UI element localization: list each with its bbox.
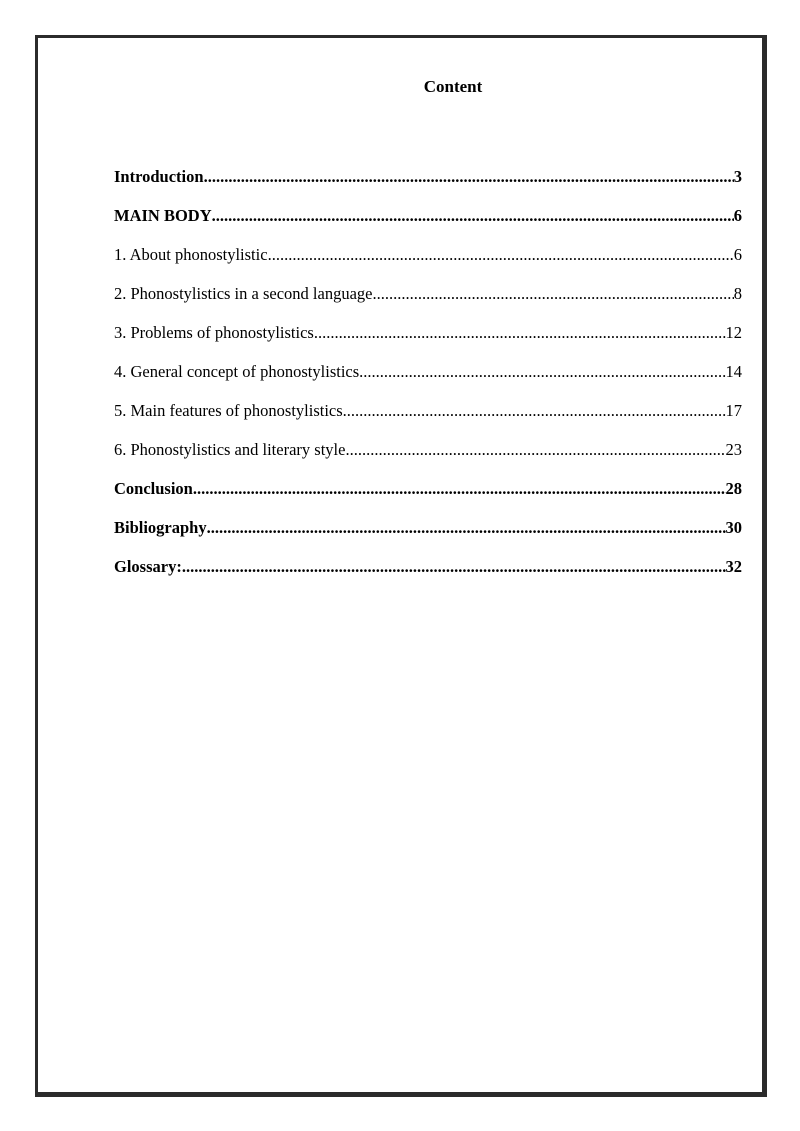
toc-entry-general-concept[interactable] — [114, 344, 742, 383]
toc-entry-problems[interactable] — [114, 305, 742, 344]
toc-dot-leader — [204, 166, 734, 188]
toc-entry-glossary[interactable] — [114, 539, 742, 578]
toc-entry-label: 3. Problems of phonostylistics — [114, 323, 314, 342]
toc-entry-label: 6. Phonostylistics and literary style — [114, 440, 346, 459]
toc-entry-label: Glossary: — [114, 557, 182, 576]
toc-entry-about-phonostylistic[interactable] — [114, 227, 742, 266]
toc-dot-leader — [345, 439, 725, 461]
toc-entry-label: 4. General concept of phonostylistics — [114, 362, 360, 381]
toc-entry-page-number: 17 — [725, 401, 742, 420]
toc-entry-main-features[interactable] — [114, 383, 742, 422]
toc-entry-main-body[interactable] — [114, 188, 742, 227]
toc-entry-literary-style[interactable] — [114, 422, 742, 461]
toc-dot-leader — [359, 361, 725, 383]
toc-entry-page-number: 6 — [733, 245, 742, 264]
toc-entry-page-number: 32 — [725, 557, 742, 576]
toc-entry-label: 5. Main features of phonostylistics — [114, 401, 343, 420]
toc-entry-page-number: 8 — [733, 284, 742, 303]
toc-dot-leader — [193, 478, 726, 500]
toc-dot-leader — [212, 205, 734, 227]
toc-entry-second-language[interactable] — [114, 266, 742, 305]
toc-dot-leader — [207, 517, 726, 539]
toc-dot-leader — [343, 400, 726, 422]
toc-entry-conclusion[interactable] — [114, 461, 742, 500]
toc-entry-label: Conclusion — [114, 479, 193, 498]
toc-entry-page-number: 14 — [725, 362, 742, 381]
toc-dot-leader — [314, 322, 726, 344]
toc-dot-leader — [372, 283, 733, 305]
toc-entry-page-number: 12 — [725, 323, 742, 342]
toc-entry-label: Bibliography — [114, 518, 207, 537]
toc-entry-bibliography[interactable] — [114, 500, 742, 539]
toc-entry-label: Introduction — [114, 167, 204, 186]
toc-entry-page-number: 6 — [733, 206, 742, 225]
table-of-contents — [114, 166, 742, 578]
toc-entry-introduction[interactable] — [114, 166, 742, 188]
page-title: Content — [423, 77, 483, 96]
toc-entry-label: MAIN BODY — [114, 206, 212, 225]
toc-entry-page-number: 3 — [733, 167, 742, 186]
toc-entry-label: 2. Phonostylistics in a second language — [114, 284, 373, 303]
toc-entry-page-number: 23 — [725, 440, 742, 459]
toc-entry-page-number: 30 — [725, 518, 742, 537]
toc-dot-leader — [182, 556, 726, 578]
toc-dot-leader — [268, 244, 734, 266]
toc-entry-label: 1. About phonostylistic — [114, 245, 268, 264]
toc-entry-page-number: 28 — [725, 479, 742, 498]
